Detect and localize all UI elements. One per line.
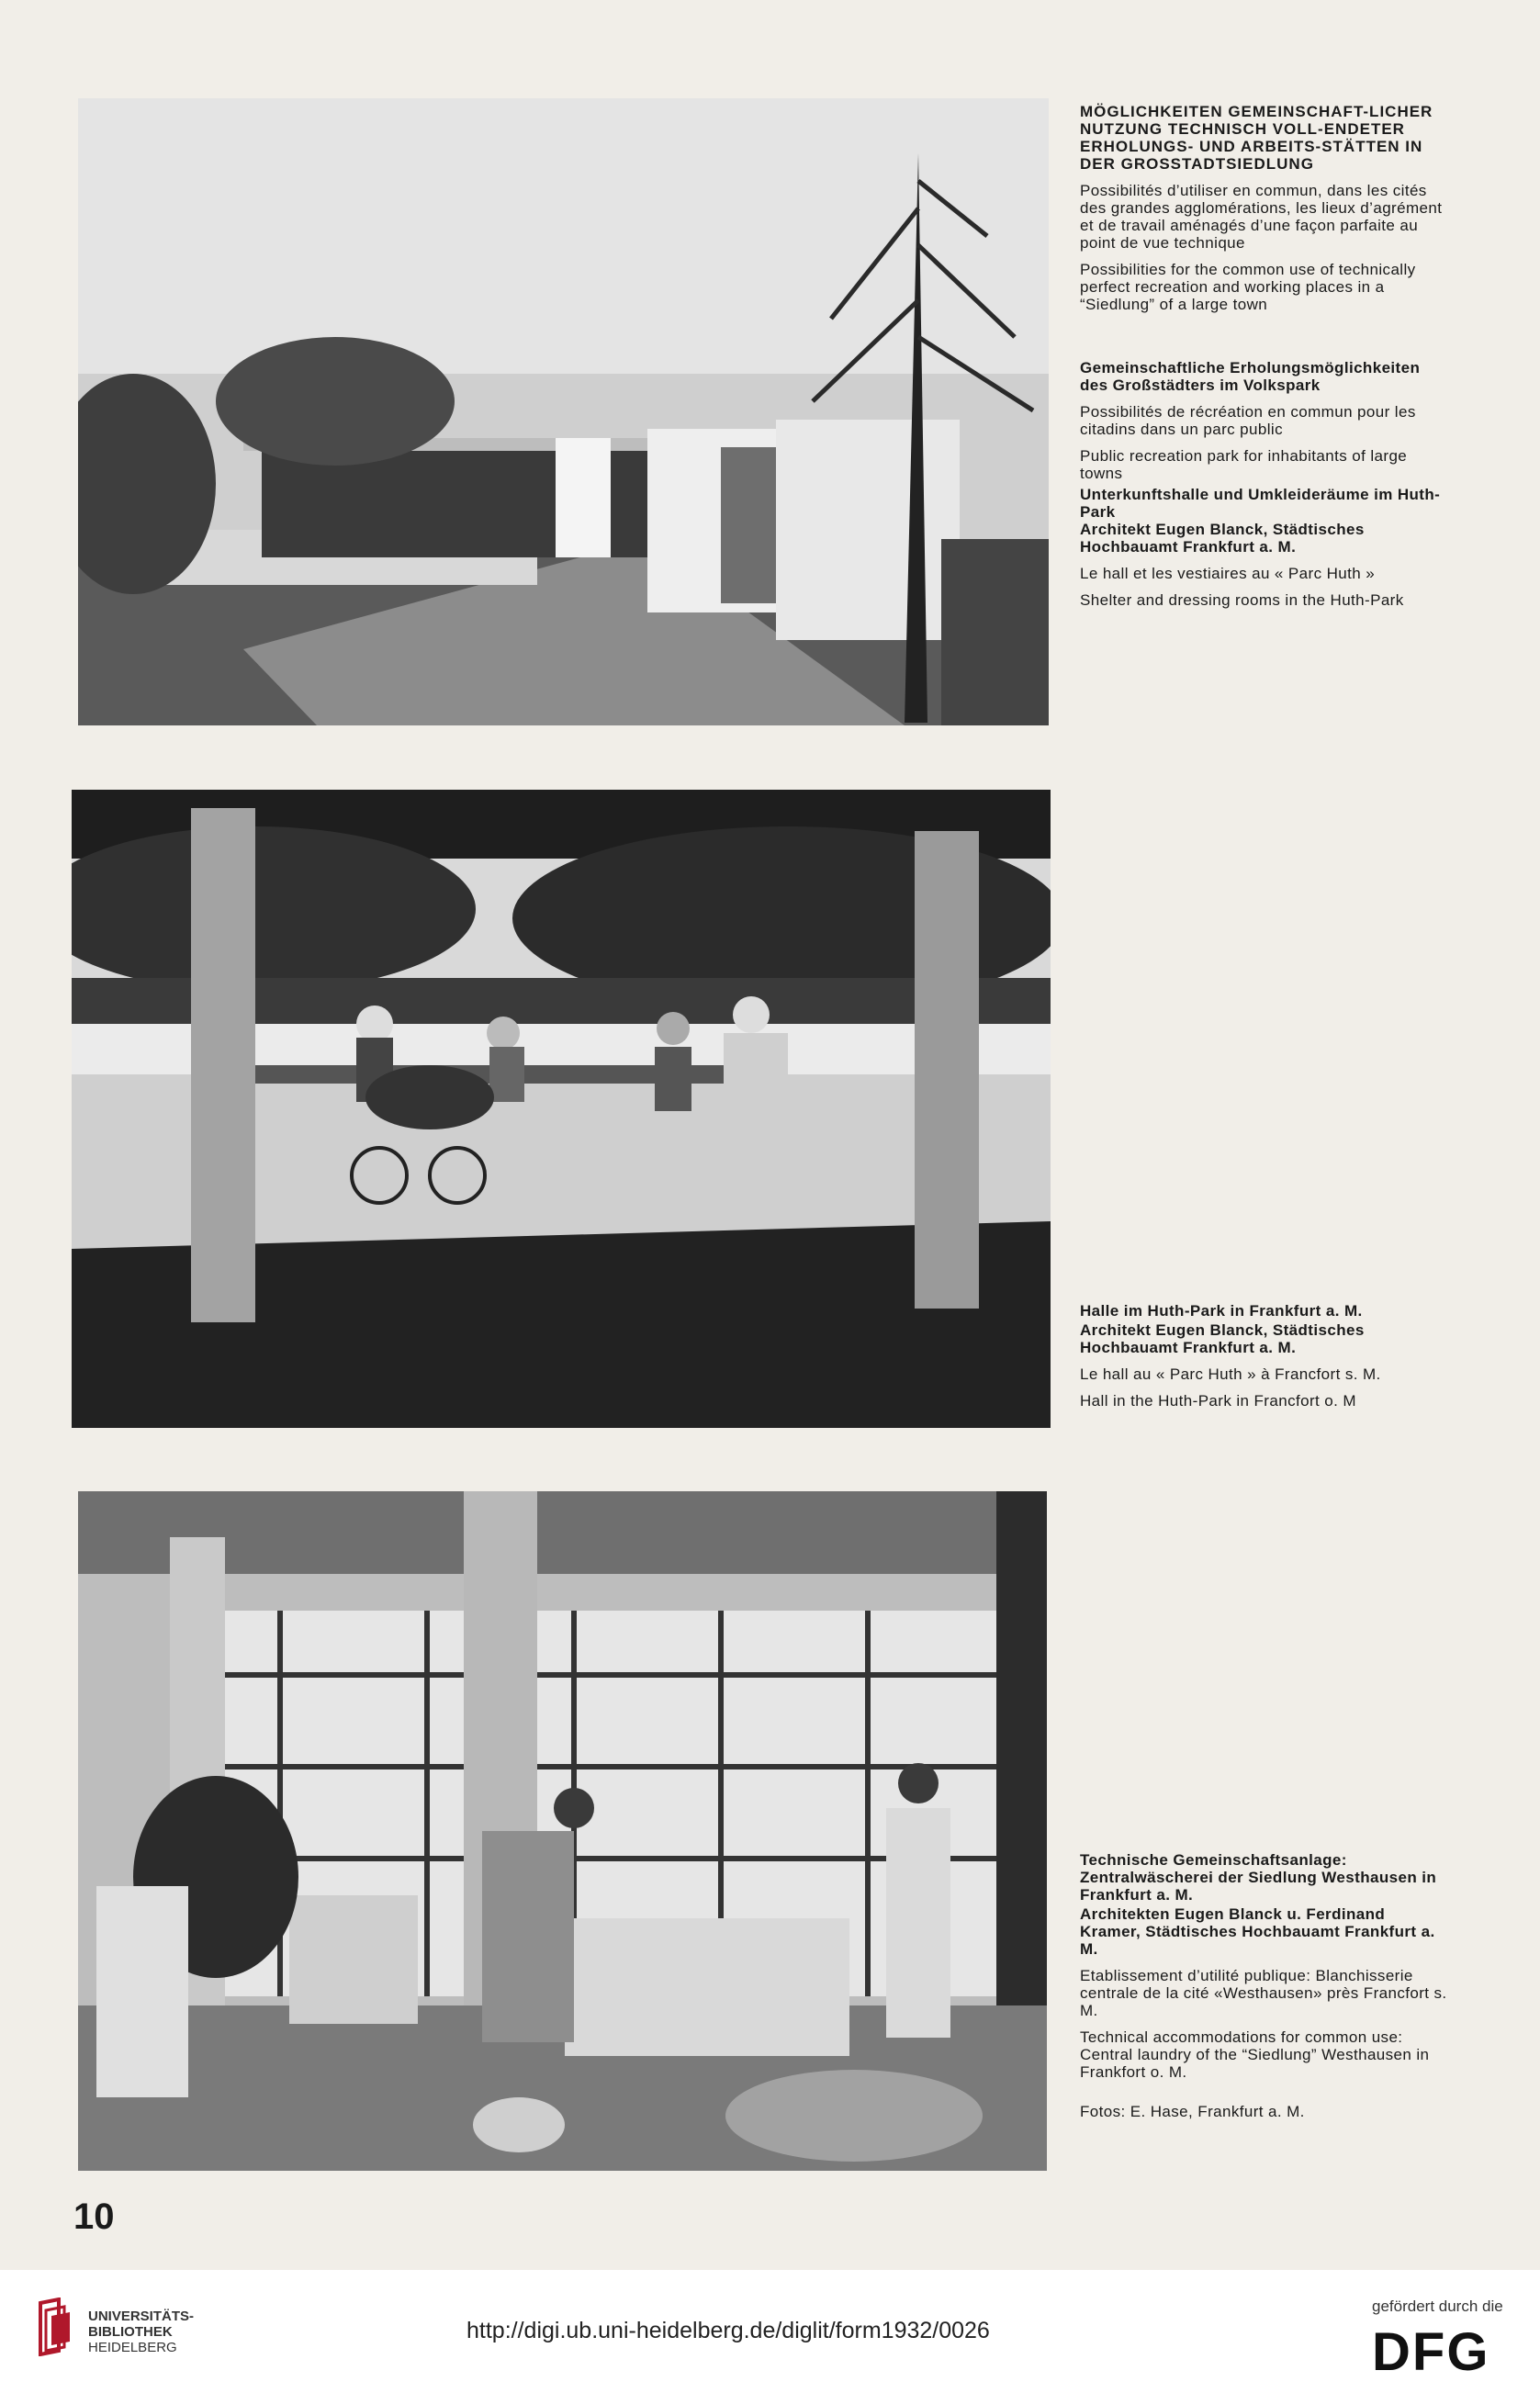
sponsor-note: gefördert durch die — [1372, 2298, 1503, 2315]
photo1-title-en: Shelter and dressing rooms in the Huth-Park — [1080, 591, 1404, 609]
permalink-url[interactable]: http://digi.ub.uni-heidelberg.de/diglit/form1932/0026 — [466, 2318, 990, 2343]
library-line-1: UNIVERSITÄTS- — [88, 2309, 195, 2324]
section-heading-fr: Possibilités d’utiliser en commun, dans les cités des grandes agglomérations, les lieux d’agrément et de travail aménagés d’une façon parfaite au point de vue technique — [1080, 182, 1443, 252]
photo3-en: Technical accommodations for common use: Central laundry of the “Siedlung” Westhausen in Frankfort o. M. — [1080, 2028, 1430, 2081]
caption-block-3 — [1080, 1851, 1449, 2129]
photo1-title-fr: Le hall et les vestiaires au « Parc Huth » — [1080, 565, 1376, 582]
library-line-2: BIBLIOTHEK — [88, 2324, 173, 2340]
photo2-fr: Le hall au « Parc Huth » à Francfort s. M. — [1080, 1365, 1381, 1383]
photo2-en: Hall in the Huth-Park in Francfort o. M — [1080, 1392, 1356, 1410]
library-line-3: HEIDELBERG — [88, 2340, 177, 2355]
sub-heading: Gemeinschaftliche Erholungsmöglichkeiten des Großstädters im Volkspark — [1080, 359, 1421, 394]
photo1-title: Unterkunftshalle und Umkleideräume im Huth-Park — [1080, 486, 1441, 521]
university-library-logo-icon — [37, 2298, 79, 2356]
section-heading: MÖGLICHKEITEN GEMEINSCHAFT-LICHER NUTZUNG TECHNISCH VOLL-ENDETER ERHOLUNGS- UND ARBEITS-STÄTTEN IN DER GROSSTADTSIEDLUNG — [1080, 103, 1433, 173]
photo-shelter-huth-park — [78, 98, 1049, 725]
photo2-title: Halle im Huth-Park in Frankfurt a. M. — [1080, 1302, 1363, 1320]
section-heading-en: Possibilities for the common use of technically perfect recreation and working places in a “Siedlung” of a large town — [1080, 261, 1416, 313]
photo3-architect: Architekten Eugen Blanck u. Ferdinand Kramer, Städtisches Hochbauamt Frankfurt a. M. — [1080, 1905, 1435, 1958]
sub-heading-fr: Possibilités de récréation en commun pour les citadins dans un parc public — [1080, 403, 1416, 438]
digitization-footer — [0, 2270, 1540, 2393]
photo3-fr: Etablissement d’utilité publique: Blanchisserie centrale de la cité «Westhausen» près Francfort s. M. — [1080, 1967, 1447, 2019]
photo1-architect: Architekt Eugen Blanck, Städtisches Hochbauamt Frankfurt a. M. — [1080, 521, 1365, 556]
laundry-photo-graphic — [78, 1491, 1047, 2171]
caption-block-2 — [1080, 1302, 1449, 1419]
sub-heading-en: Public recreation park for inhabitants of large towns — [1080, 447, 1408, 482]
library-name — [88, 2309, 194, 2355]
photo-hall-huth-park — [72, 790, 1051, 1428]
photo-central-laundry — [78, 1491, 1047, 2171]
dfg-logo: DFG — [1372, 2322, 1490, 2382]
photo2-architect: Architekt Eugen Blanck, Städtisches Hochbauamt Frankfurt a. M. — [1080, 1321, 1365, 1356]
hall-photo-graphic — [72, 790, 1051, 1428]
caption-block-1 — [1080, 103, 1449, 618]
photo-credit: Fotos: E. Hase, Frankfurt a. M. — [1080, 2103, 1305, 2120]
shelter-photo-graphic — [78, 98, 1049, 725]
page-number: 10 — [73, 2196, 115, 2237]
photo3-title: Technische Gemeinschaftsanlage: Zentralwäscherei der Siedlung Westhausen in Frankfurt a. M. — [1080, 1851, 1437, 1904]
